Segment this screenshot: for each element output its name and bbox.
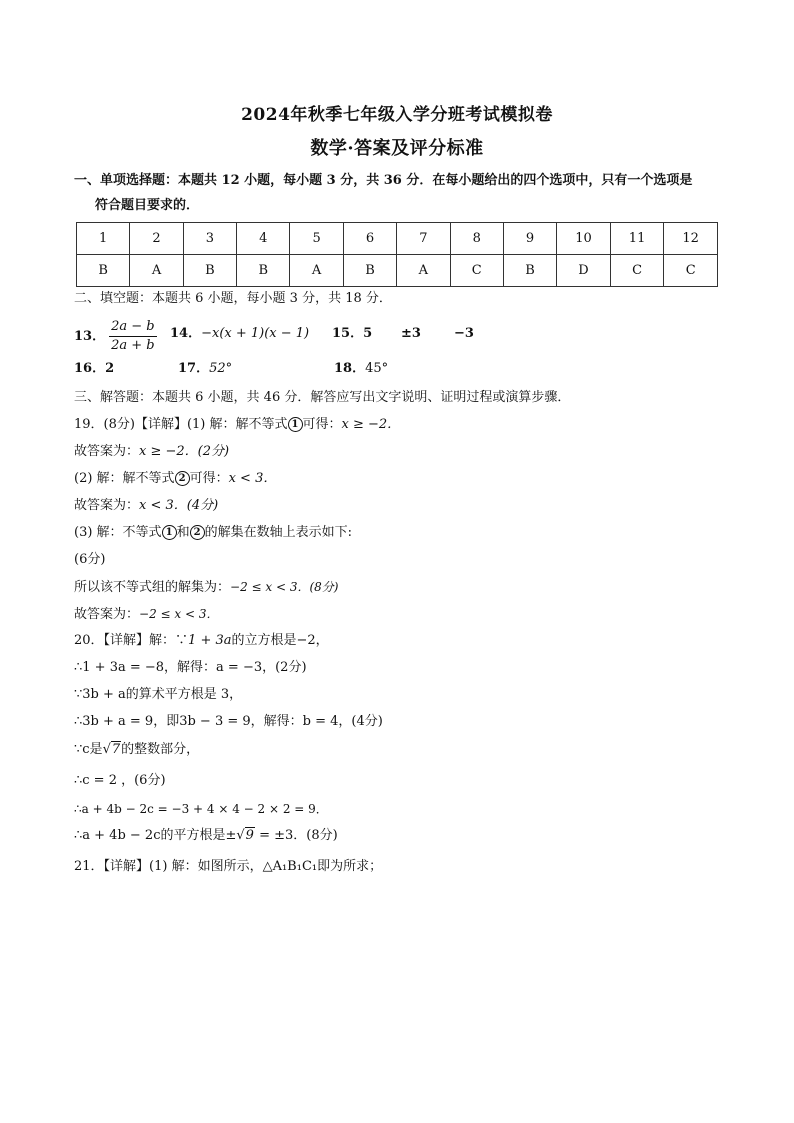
table-cell: A: [290, 255, 343, 287]
table-cell: B: [77, 255, 130, 287]
q19-math: −2 ≤ x < 3．(8分): [230, 580, 339, 594]
table-cell: 5: [290, 223, 343, 255]
table-cell: 10: [557, 223, 611, 255]
section2-heading: 二、填空题：本题共 6 小题，每小题 3 分，共 18 分．: [74, 291, 392, 306]
q14-expression: −x(x + 1)(x − 1): [201, 326, 310, 341]
circled-one-icon: 1: [162, 525, 177, 540]
q14-answer: [170, 325, 309, 343]
table-cell: 12: [664, 223, 718, 255]
q17-label: 17．: [178, 361, 210, 376]
q19-math: x ≥ −2．: [341, 417, 401, 432]
q19-line-2: [74, 443, 229, 461]
q18-value: 45°: [365, 361, 389, 376]
q19-text: 故答案为：: [74, 607, 140, 622]
table-cell: 9: [503, 223, 556, 255]
q20-text: 20．【详解】解：∵: [74, 633, 189, 648]
q20-line-3: ∵3b + a的算术平方根是 3，: [74, 687, 243, 702]
q19-text: 故答案为：: [74, 498, 140, 513]
q19-text: 的解集在数轴上表示如下:: [204, 525, 352, 540]
q20-line-4: ∴3b + a = 9，即3b − 3 = 9，解得：b = 4，(4分): [74, 714, 383, 729]
q20-line-5: ∵c是√7的整数部分，: [74, 742, 200, 757]
q20-text: 的整数部分，: [121, 742, 200, 757]
table-cell: 3: [183, 223, 236, 255]
q20-text: ∵c是: [74, 742, 103, 757]
fraction-numerator: 2a − b: [109, 318, 157, 337]
q16-answer: 16．2: [74, 361, 115, 376]
table-cell: B: [503, 255, 556, 287]
q19-line-7: [74, 578, 338, 597]
q19-line-1: [74, 416, 400, 434]
page-subtitle: 数学·答案及评分标准: [310, 138, 484, 159]
q19-line-8: [74, 605, 218, 624]
section1-heading: 一、单项选择题：本题共 12 小题，每小题 3 分，共 36 分．在每小题给出的四个选项中，只有一个选项是: [74, 173, 693, 188]
q21-text: 即为所求；: [317, 859, 383, 874]
table-cell: C: [450, 255, 503, 287]
q20-text: ∴a + 4b − 2c的平方根是±: [74, 828, 237, 843]
table-cell: C: [664, 255, 718, 287]
q19-text: 所以该不等式组的解集为：: [74, 580, 231, 595]
q19-text: (2) 解：解不等式: [74, 471, 175, 486]
q20-sqrt-radicand: 7: [111, 742, 121, 757]
q19-math: x < 3．: [228, 471, 277, 486]
q19-math: −2 ≤ x < 3．: [139, 607, 219, 621]
q13-answer: [74, 318, 157, 355]
table-cell: B: [237, 255, 290, 287]
q20-line-6: ∴c = 2 ，(6分): [74, 773, 166, 788]
q19-line-5: [74, 524, 352, 542]
table-cell: 11: [610, 223, 664, 255]
q13-label: 13．: [74, 329, 106, 344]
table-cell: B: [343, 255, 396, 287]
table-cell: 1: [77, 223, 130, 255]
section1-heading-cont: 符合题目要求的．: [95, 198, 200, 213]
answer-table: [76, 222, 718, 287]
table-cell: 7: [397, 223, 450, 255]
q19-text: 可得：: [189, 471, 229, 486]
q19-math: x < 3．(4分): [139, 498, 219, 513]
table-cell: 6: [343, 223, 396, 255]
q20-math: 1 + 3a: [188, 633, 232, 648]
q20-line-1: [74, 632, 329, 650]
table-cell: 2: [130, 223, 183, 255]
q14-label: 14．: [170, 326, 202, 341]
q15-answer-b: ±3: [401, 326, 421, 341]
fraction-denominator: 2a + b: [111, 338, 155, 353]
page-title: 2024年秋季七年级入学分班考试模拟卷: [241, 105, 553, 125]
q15-answer-c: −3: [454, 326, 474, 341]
table-cell: A: [397, 255, 450, 287]
q19-line-4: [74, 497, 218, 515]
circled-two-icon: 2: [190, 525, 205, 540]
q13-fraction: [109, 318, 157, 355]
q17-value: 52°: [209, 361, 233, 376]
q20-text: 的立方根是−2，: [231, 633, 329, 648]
q19-math: x ≥ −2．(2分): [139, 444, 230, 459]
q20-line-8: ∴a + 4b − 2c的平方根是±√9 = ±3．(8分): [74, 828, 338, 843]
q15-answer: 15．5: [332, 326, 373, 341]
q19-text: 故答案为：: [74, 444, 140, 459]
q21-line-1: [74, 858, 382, 876]
q20-text: = ±3．(8分): [254, 828, 338, 843]
table-cell: 4: [237, 223, 290, 255]
section3-heading: 三、解答题：本题共 6 小题，共 46 分．解答应写出文字说明、证明过程或演算步骤．: [74, 390, 571, 405]
table-cell: D: [557, 255, 611, 287]
table-cell: B: [183, 255, 236, 287]
q20-line-2: ∴1 + 3a = −8，解得：a = −3，(2分): [74, 660, 307, 675]
q18-label: 18．: [334, 361, 366, 376]
q21-text: 21．【详解】(1) 解：如图所示，△A₁B₁C₁: [74, 859, 318, 874]
circled-one-icon: 1: [288, 417, 303, 432]
table-cell: C: [610, 255, 664, 287]
q19-text: (3) 解：不等式: [74, 525, 162, 540]
q19-text: 19．(8分)【详解】(1) 解：解不等式: [74, 417, 288, 432]
q19-text: 和: [176, 525, 190, 540]
answer-table-number-row: [77, 223, 718, 255]
q17-answer: [178, 360, 232, 378]
q20-line-7: ∴a + 4b − 2c = −3 + 4 × 4 − 2 × 2 = 9．: [74, 802, 328, 816]
answer-table-answer-row: [77, 255, 718, 287]
q19-line-3: [74, 470, 276, 488]
circled-two-icon: 2: [175, 471, 190, 486]
table-cell: 8: [450, 223, 503, 255]
q19-line-6: (6分): [74, 552, 106, 567]
table-cell: A: [130, 255, 183, 287]
q19-text: 可得：: [302, 417, 342, 432]
q18-answer: [334, 360, 388, 378]
q20-sqrt-radicand: 9: [245, 828, 254, 843]
